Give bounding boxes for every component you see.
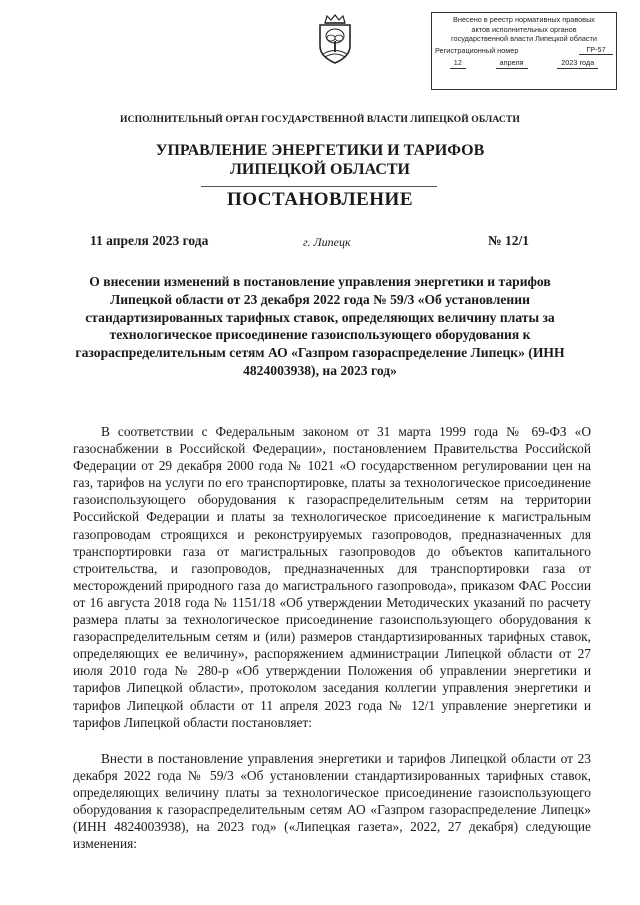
stamp-line-3: государственной власти Липецкой области xyxy=(451,34,597,44)
stamp-reg-label: Регистрационный номер xyxy=(435,45,519,55)
lipetsk-coat-of-arms-icon xyxy=(316,14,354,64)
department-name xyxy=(0,141,640,179)
stamp-registration-row xyxy=(435,45,613,56)
paragraph-text: В соответствии с Федеральным законом от 31 марта 1999 года № 69-ФЗ «О газоснабжении в Российской Федерации», постановлением Правительства Российской Федерации от 29 декабря 2000 года № 1021 «О государственном регулировании цен на газ, тарифов на услуги по его транспортировке, платы за технологическое присоединение газоиспользующего оборудования к газораспределительным сетям на территории Российской Федерации и платы за технологическое присоединение к магистральным газопроводам строящихся и реконструируемых газопроводов, предназначенных для транспортировки газа от магистральных газопроводов до объектов капитального строительства, и газопроводов, предназначенных для транспортировки газа от месторождений природного газа до магистрального газопровода», приказом ФАС России от 16 августа 2018 года № 1151/18 «Об утверждении Методических указаний по расчету размера платы за технологическое присоединение газоиспользующего оборудования к газораспределительным сетям и (или) размеров стандартизированных тарифных ставок, определяющих ее величину», распоряжением администрации Липецкой области от 27 июля 2010 года № 280-р «Об утверждении Положения об управлении энергетики и тарифов Липецкой области», протоколом заседания коллегии управления энергетики и тарифов Липецкой области от 11 апреля 2023 года № 12/1 управление энергетики и тарифов Липецкой области постановляет: xyxy=(73,424,591,730)
stamp-year: 2023 года xyxy=(557,58,598,69)
paragraph-text: Внести в постановление управления энергетики и тарифов Липецкой области от 23 декабря 2022 года № 59/3 «Об установлении стандартизированных тарифных ставок, определяющих величину платы за технологическое присоединение газоиспользующего оборудования к газораспределительным сетям АО «Газпром газораспределение Липецк» (ИНН 4824003938), на 2023 год» («Липецкая газета», 2022, 27 декабря) следующие изменения: xyxy=(73,751,591,852)
body-paragraph-2 xyxy=(73,750,591,853)
registry-stamp xyxy=(431,12,617,90)
department-line-1: УПРАВЛЕНИЕ ЭНЕРГЕТИКИ И ТАРИФОВ xyxy=(155,142,485,159)
header-divider xyxy=(201,186,437,187)
stamp-date-row xyxy=(435,58,613,69)
stamp-line-2: актов исполнительных органов xyxy=(471,24,577,34)
document-city: г. Липецк xyxy=(303,235,351,249)
department-line-2: ЛИПЕЦКОЙ ОБЛАСТИ xyxy=(230,161,410,178)
stamp-month: апреля xyxy=(496,58,528,69)
document-number: № 12/1 xyxy=(488,233,529,248)
document-date: 11 апреля 2023 года xyxy=(90,233,209,248)
stamp-line-1: Внесено в реестр нормативных правовых xyxy=(453,15,595,24)
document-title: О внесении изменений в постановление управления энергетики и тарифов Липецкой области от 23 декабря 2022 года № 59/3 «Об установлении стандартизированных тарифных ставок, определяющих величину платы за технологическое присоединение газоиспользующего оборудования к газораспределительным сетям АО «Газпром газораспределение Липецк» (ИНН 4824003938), на 2023 год» xyxy=(75,274,565,378)
issuing-authority: ИСПОЛНИТЕЛЬНЫЙ ОРГАН ГОСУДАРСТВЕННОЙ ВЛАСТИ ЛИПЕЦКОЙ ОБЛАСТИ xyxy=(120,114,520,125)
stamp-reg-number: ГР-57 xyxy=(579,45,613,56)
stamp-day: 12 xyxy=(450,58,466,69)
body-paragraph-1 xyxy=(73,423,591,731)
document-type: ПОСТАНОВЛЕНИЕ xyxy=(226,189,414,210)
